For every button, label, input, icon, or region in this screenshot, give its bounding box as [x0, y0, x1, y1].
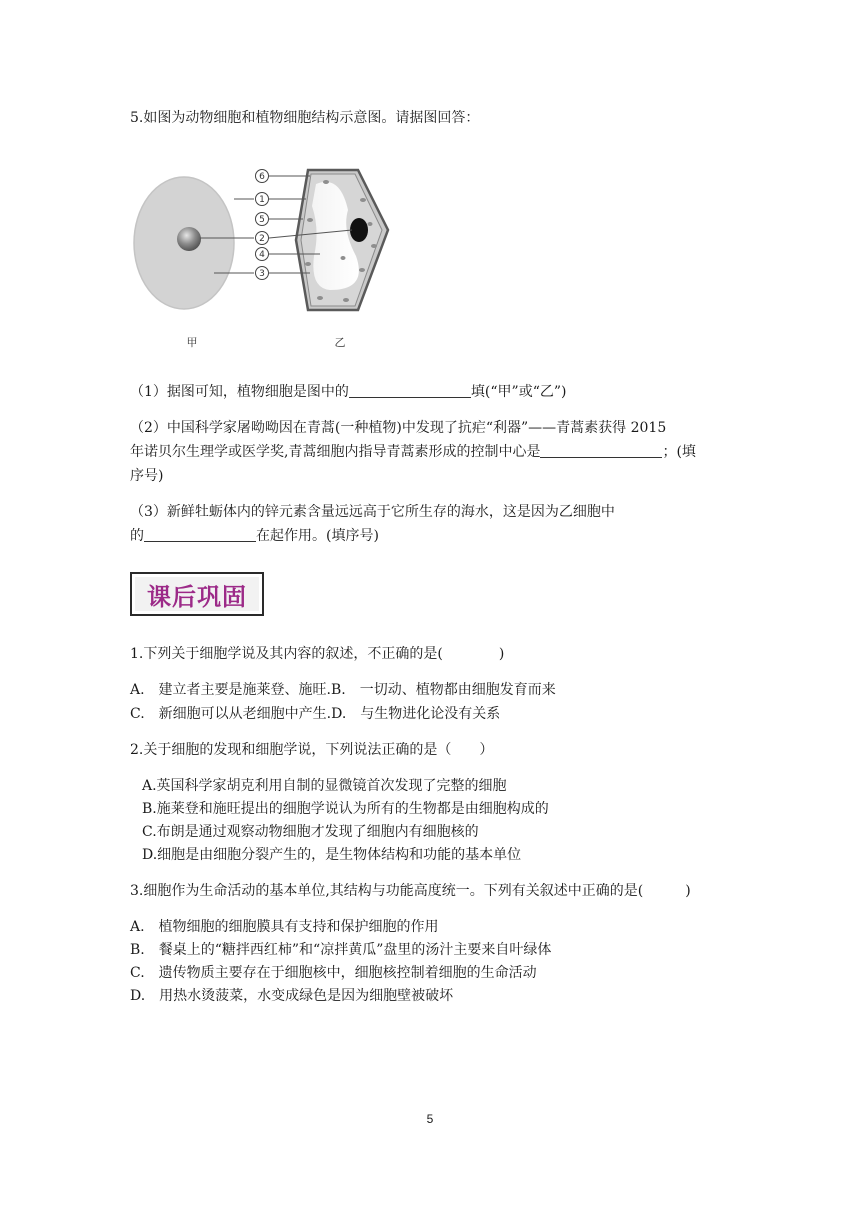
h1-options-row1: A. 建立者主要是施莱登、施旺.B. 一切动、植物都由细胞发育而来: [130, 682, 556, 698]
q5-part3-line2: [130, 526, 379, 546]
q5-part3-line1: （3）新鲜牡蛎体内的锌元素含量远远高于它所生存的海水，这是因为乙细胞中: [130, 504, 615, 520]
h1-stem: 1.下列关于细胞学说及其内容的叙述，不正确的是( ): [130, 646, 505, 662]
page-number: 5: [426, 1112, 434, 1126]
h3-option-c: C. 遗传物质主要存在于细胞核中，细胞核控制着细胞的生命活动: [130, 965, 537, 981]
label-1: 1: [259, 195, 265, 205]
q5-part3-text: 的: [130, 528, 144, 544]
q5-part2-line2: [130, 442, 696, 462]
h2-option-b: B.施莱登和施旺提出的细胞学说认为所有的生物都是由细胞构成的: [142, 801, 549, 817]
q5-part2-line3: 序号): [130, 468, 164, 484]
plant-cell-nucleus: [350, 218, 368, 242]
label-jia: 甲: [186, 336, 198, 349]
h3-stem: 3.细胞作为生命活动的基本单位,其结构与功能高度统一。下列有关叙述中正确的是( ): [130, 883, 691, 899]
h3-option-a: A. 植物细胞的细胞膜具有支持和保护细胞的作用: [130, 919, 439, 935]
label-6: 6: [259, 172, 265, 182]
h2-option-d: D.细胞是由细胞分裂产生的，是生物体结构和功能的基本单位: [142, 847, 522, 863]
answer-blank-2[interactable]: [540, 443, 662, 458]
structure-number-labels: [256, 170, 269, 280]
q5-part2-hint: ；(填: [662, 444, 696, 460]
q5-part1-text: （1）据图可知，植物细胞是图中的: [130, 384, 349, 400]
h2-stem: 2.关于细胞的发现和细胞学说，下列说法正确的是（ ）: [130, 742, 494, 758]
label-3: 3: [259, 269, 265, 279]
q5-part2-text: 年诺贝尔生理学或医学奖,青蒿细胞内指导青蒿素形成的控制中心是: [130, 444, 541, 460]
q5-stem: 5.如图为动物细胞和植物细胞结构示意图。请据图回答：: [130, 110, 480, 126]
cell-diagram: [130, 160, 390, 360]
label-4: 4: [259, 250, 265, 260]
q5-part2-line1: （2）中国科学家屠呦呦因在青蒿(一种植物)中发现了抗疟“利器”——青蒿素获得 2015: [130, 420, 667, 436]
label-5: 5: [259, 215, 265, 225]
animal-cell-nucleus: [177, 227, 201, 251]
h2-option-a: A.英国科学家胡克利用自制的显微镜首次发现了完整的细胞: [142, 778, 507, 794]
answer-blank-1[interactable]: [349, 383, 471, 398]
h2-option-c: C.布朗是通过观察动物细胞才发现了细胞内有细胞核的: [142, 824, 479, 840]
q5-part1: [130, 382, 566, 402]
label-yi: 乙: [334, 336, 346, 349]
q5-part3-hint: 在起作用。(填序号): [256, 528, 379, 544]
label-2: 2: [259, 234, 265, 244]
h3-option-b: B. 餐桌上的“糖拌西红柿”和“凉拌黄瓜”盘里的汤汁主要来自叶绿体: [130, 942, 552, 958]
section-banner-text: 课后巩固: [135, 577, 259, 611]
section-banner: [130, 572, 264, 616]
q5-part1-hint: 填(“甲”或“乙”): [470, 384, 567, 400]
answer-blank-3[interactable]: [144, 527, 256, 542]
h1-options-row2: C. 新细胞可以从老细胞中产生.D. 与生物进化论没有关系: [130, 706, 501, 722]
h3-option-d: D. 用热水烫菠菜，水变成绿色是因为细胞壁被破坏: [130, 988, 454, 1004]
